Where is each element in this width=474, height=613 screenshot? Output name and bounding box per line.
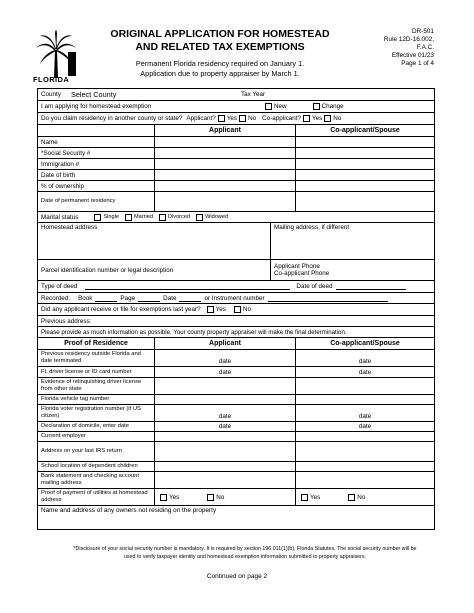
residency-question: Do you claim residency in another county or state? <box>41 115 183 122</box>
proof-label: FL driver license or ID card number <box>41 368 132 375</box>
proof-row <box>38 395 434 405</box>
yes-label: Yes <box>312 115 323 122</box>
no-label: No <box>333 115 342 122</box>
coapplicant-ssn-field[interactable] <box>295 148 434 158</box>
proof-row <box>38 462 434 472</box>
divorced-label: Divorced <box>167 214 191 220</box>
prior-exemption-row <box>38 304 434 316</box>
proof-label: Address on your last IRS return <box>41 448 122 454</box>
tax-year-field[interactable] <box>265 91 385 99</box>
page-label: Page <box>120 294 136 302</box>
coapplicant-column-header: Co-applicant/Spouse <box>295 125 434 136</box>
no-label: No <box>357 493 366 501</box>
coapplicant-proof-field[interactable] <box>295 378 434 394</box>
proof-row <box>38 350 434 367</box>
applicant-proof-field[interactable] <box>154 472 295 488</box>
marital-status-row <box>38 212 434 223</box>
field-label: % of ownership <box>41 182 85 190</box>
field-label: Date of permanent residency <box>41 198 116 204</box>
proof-label: Florida vehicle tag number <box>41 396 110 402</box>
proof-coapplicant-header: Co-applicant/Spouse <box>295 338 434 349</box>
non-resident-owners-field[interactable] <box>38 506 434 529</box>
coapplicant-residency-yes-checkbox[interactable] <box>303 115 310 122</box>
coapplicant-question-label: Co-applicant? <box>262 115 302 122</box>
single-label: Single <box>103 214 120 220</box>
ssn-disclosure-footnote: *Disclosure of your social security number is mandatory. It is required by section 196.011(1)(b), Florida Statutes. The social security number will be used to verify taxpayer identity and homestead exemption information submitted to property appraisers. <box>73 546 417 560</box>
book-field[interactable] <box>95 295 117 302</box>
applicant-utilities-yes-checkbox[interactable] <box>160 494 167 501</box>
coapplicant-proof-field[interactable]: date <box>295 367 434 377</box>
date-label: Date <box>163 294 177 302</box>
proof-of-residence-header: Proof of Residence <box>64 340 128 347</box>
deed-type-row <box>38 281 434 293</box>
column-header-row <box>38 125 434 137</box>
permanent-residency-row <box>38 192 434 212</box>
dob-row <box>38 170 434 181</box>
exemption-type-row <box>38 101 434 113</box>
proof-label: Declaration of domicile, enter date <box>41 423 129 429</box>
applicant-phone-label[interactable]: Applicant Phone <box>274 263 320 270</box>
married-label: Married <box>134 214 153 220</box>
coapplicant-proof-field[interactable] <box>295 462 434 471</box>
new-label: New <box>274 103 287 110</box>
parcel-phone-row <box>38 260 434 281</box>
applicant-proof-field[interactable]: date <box>154 405 295 421</box>
non-resident-owners-label: Name and address of any owners not residing on the property <box>41 507 217 514</box>
book-label: Book <box>78 294 93 302</box>
applicant-column-header: Applicant <box>154 125 295 136</box>
ssn-row <box>38 148 434 159</box>
coapplicant-name-field[interactable] <box>295 137 434 147</box>
type-of-deed-field[interactable] <box>85 283 290 290</box>
applicant-dob-field[interactable] <box>154 170 295 180</box>
new-checkbox[interactable] <box>265 103 272 110</box>
page-field[interactable] <box>138 295 160 302</box>
coapplicant-residency-date-field[interactable] <box>295 192 434 211</box>
no-label: No <box>216 493 225 501</box>
applicant-proof-field[interactable] <box>154 395 295 404</box>
applicant-proof-field[interactable] <box>154 442 295 461</box>
applicant-utilities-no-checkbox[interactable] <box>207 494 214 501</box>
married-checkbox[interactable] <box>125 214 132 221</box>
applicant-proof-field[interactable]: date <box>154 350 295 366</box>
mailing-address-label: Mailing address, if different <box>274 224 350 231</box>
instrument-label: or Instrument number <box>204 294 265 302</box>
field-label: Name <box>41 138 58 146</box>
no-label: No <box>242 306 251 313</box>
coapplicant-proof-field[interactable]: date <box>295 405 434 421</box>
form-title: ORIGINAL APPLICATION FOR HOMESTEAD AND RELATED TAX EXEMPTIONS <box>110 28 330 53</box>
tax-year-label: Tax Year <box>241 91 266 98</box>
applicant-proof-field[interactable]: date <box>154 422 295 431</box>
coapplicant-utilities-yes-checkbox[interactable] <box>301 494 308 501</box>
yes-label: Yes <box>226 115 238 122</box>
proof-row <box>38 367 434 378</box>
coapplicant-immigration-field[interactable] <box>295 159 434 169</box>
instructions-row <box>38 327 434 338</box>
previous-address-field[interactable] <box>38 316 434 326</box>
coapplicant-proof-field[interactable] <box>295 432 434 441</box>
field-label: Date of birth <box>41 171 76 179</box>
single-checkbox[interactable] <box>94 214 101 221</box>
utilities-row <box>38 489 434 506</box>
coapplicant-ownership-field[interactable] <box>295 181 434 191</box>
proof-label: Florida voter registration number (if US citizen) <box>41 406 141 419</box>
parcel-label: Parcel identification number or legal description <box>41 266 174 274</box>
applying-label: I am applying for homestead exemption <box>41 103 152 110</box>
applicant-ownership-field[interactable] <box>154 181 295 191</box>
change-label: Change <box>321 103 344 110</box>
form-subtitle: Permanent Florida residency required on January 1. Application due to property appraiser by March 1. <box>135 59 305 78</box>
no-label: No <box>248 115 257 122</box>
widowed-label: Widowed <box>205 214 229 220</box>
proof-row <box>38 432 434 442</box>
yes-label: Yes <box>215 306 226 313</box>
date-of-deed-label: Date of deed <box>296 283 333 290</box>
homestead-address-field[interactable] <box>38 223 270 259</box>
mailing-address-field[interactable] <box>270 223 434 259</box>
logo-wordmark: FLORIDA <box>33 75 70 84</box>
marital-status-label: Marital status <box>41 213 79 221</box>
recorded-label: Recorded: <box>41 294 71 302</box>
coapplicant-dob-field[interactable] <box>295 170 434 180</box>
county-select[interactable]: Select County <box>70 90 117 99</box>
applicant-residency-date-field[interactable] <box>154 192 295 211</box>
divorced-checkbox[interactable] <box>159 214 166 221</box>
coapplicant-utilities-no-checkbox[interactable] <box>348 494 355 501</box>
other-residency-row <box>38 113 434 125</box>
field-label: *Social Security # <box>41 149 91 157</box>
recorded-row <box>38 293 434 304</box>
recorded-date-field[interactable] <box>179 295 201 302</box>
florida-seal-palm-logo <box>34 30 78 80</box>
name-row <box>38 137 434 148</box>
proof-row <box>38 472 434 489</box>
county-label: County <box>41 91 61 98</box>
coapplicant-proof-field[interactable] <box>295 395 434 404</box>
proof-applicant-header: Applicant <box>154 338 295 349</box>
proof-label: Current employer <box>41 433 86 439</box>
coapplicant-residency-no-checkbox[interactable] <box>324 115 331 122</box>
applicant-proof-field[interactable] <box>154 378 295 394</box>
instructions-text: Please provide as much information as possible. Your county property appraiser will make the final determination. <box>41 328 347 336</box>
proof-row <box>38 378 434 395</box>
previous-address-label: Previous address: <box>41 317 92 325</box>
prior-exemption-yes-checkbox[interactable] <box>207 306 214 313</box>
applicant-residency-no-checkbox[interactable] <box>239 115 246 122</box>
immigration-row <box>38 159 434 170</box>
homestead-address-label: Homestead address <box>41 224 98 231</box>
instrument-number-field[interactable] <box>268 295 388 302</box>
date-of-deed-field[interactable] <box>336 283 406 290</box>
yes-label: Yes <box>310 493 321 501</box>
applicant-name-field[interactable] <box>154 137 295 147</box>
applicant-proof-field[interactable] <box>154 432 295 441</box>
coapplicant-proof-field[interactable] <box>295 442 434 461</box>
proof-row <box>38 405 434 422</box>
continued-on-page-2: Continued on page 2 <box>206 573 268 580</box>
prior-exemption-question: Did any applicant receive or file for exemptions last year? <box>41 306 201 313</box>
proof-label: Previous residency outside Florida and date terminated <box>41 351 141 364</box>
parcel-field[interactable] <box>38 260 270 280</box>
proof-label: Evidence of relinquishing driver license from other state <box>41 379 142 392</box>
county-row <box>38 89 434 101</box>
field-label: Immigration # <box>41 160 80 168</box>
applicant-residency-yes-checkbox[interactable] <box>218 115 225 122</box>
previous-address-row <box>38 316 434 327</box>
widowed-checkbox[interactable] <box>196 214 203 221</box>
prior-exemption-no-checkbox[interactable] <box>234 306 241 313</box>
proof-header-row <box>38 338 434 350</box>
applicant-ssn-field[interactable] <box>154 148 295 158</box>
address-row <box>38 223 434 260</box>
proof-row <box>38 442 434 462</box>
ownership-row <box>38 181 434 192</box>
form-reference: DR-501 Rule 12D-16.002, F.A.C. Effective 01/23 Page 1 of 4 <box>383 28 434 67</box>
coapplicant-proof-field[interactable] <box>295 472 434 488</box>
non-resident-owners-row <box>38 506 434 529</box>
type-of-deed-label: Type of deed <box>41 283 78 290</box>
proof-label: Bank statement and checking account mailing address <box>41 473 139 486</box>
applicant-question-label: Applicant? <box>186 115 216 122</box>
proof-row <box>38 422 434 432</box>
yes-label: Yes <box>169 493 180 501</box>
applicant-proof-field[interactable]: date <box>154 367 295 377</box>
application-form <box>37 88 435 530</box>
coapplicant-proof-field[interactable]: date <box>295 422 434 431</box>
coapplicant-proof-field[interactable]: date <box>295 350 434 366</box>
applicant-proof-field[interactable] <box>154 462 295 471</box>
coapplicant-phone-label[interactable]: Co-applicant Phone <box>274 270 330 277</box>
change-checkbox[interactable] <box>313 103 320 110</box>
applicant-immigration-field[interactable] <box>154 159 295 169</box>
proof-label: School location of dependent children <box>41 463 138 469</box>
proof-utilities-label: Proof of payment of utilities at homestead address <box>41 490 148 503</box>
